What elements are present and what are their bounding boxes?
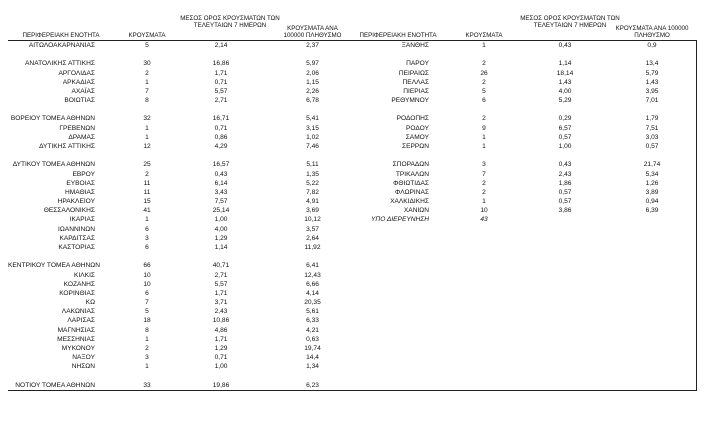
left-rows-cases-cell: 2 — [145, 69, 149, 77]
left-rows-per-cell: 6,41 — [306, 262, 319, 270]
right-vertical-rule — [696, 40, 697, 391]
left-rows-avg-cell: 4,86 — [214, 326, 228, 334]
left-rows-cases-cell: 5 — [145, 42, 149, 49]
left-rows-cases-cell: 18 — [143, 317, 151, 325]
left-rows-avg-cell: 3,43 — [214, 188, 228, 196]
left-rows-avg-cell: 4,00 — [214, 225, 228, 233]
left-rows-name-cell: ΗΡΑΚΛΕΙΟΥ — [57, 198, 95, 206]
right-rows-name-cell: ΡΟΔΟΥ — [406, 124, 429, 132]
right-rows-cases-cell: 43 — [480, 216, 488, 224]
left-rows-per-cell: 11,92 — [304, 243, 321, 251]
left-rows-cases-cell: 6 — [145, 243, 149, 251]
right-header-cases: ΚΡΟΥΣΜΑΤΑ — [465, 32, 503, 39]
right-header-per100k: ΚΡΟΥΣΜΑΤΑ ΑΝΑ 100000 ΠΛΗΘΥΣΜΟ — [615, 25, 689, 39]
left-rows-cases-cell: 10 — [143, 280, 151, 288]
left-rows-avg-cell: 1,71 — [214, 289, 228, 297]
right-rows-name-cell: ΤΡΙΚΑΛΩΝ — [395, 170, 429, 178]
left-rows-per-cell: 4,91 — [306, 198, 319, 206]
right-rows-name-cell: ΣΕΡΡΩΝ — [402, 142, 429, 150]
right-rows-cases-cell: 1 — [482, 142, 486, 150]
right-rows-per-cell: 6,39 — [645, 207, 659, 215]
left-rows-cases-cell: 30 — [143, 60, 151, 68]
right-header-avg7: ΜΕΣΟΣ ΟΡΟΣ ΚΡΟΥΣΜΑΤΩΝ ΤΩΝ ΤΕΛΕΥΤΑΙΩΝ 7 ΗΜΕΡΩΝ — [520, 15, 620, 29]
left-rows-name-cell: ΕΥΒΟΙΑΣ — [66, 179, 95, 187]
left-rows-per-cell: 7,46 — [306, 142, 319, 150]
right-rows-cases-cell: 2 — [482, 188, 486, 196]
left-rows-avg-cell: 0,43 — [214, 170, 228, 178]
left-rows-cases-cell: 8 — [145, 326, 149, 334]
left-header-underline — [8, 40, 343, 41]
left-rows-per-cell: 0,63 — [306, 335, 319, 343]
right-rows-cases-cell: 7 — [482, 170, 486, 178]
right-rows-name-cell: ΣΑΜΟΥ — [405, 133, 429, 141]
right-rows-avg-cell: 6,57 — [558, 124, 572, 132]
left-rows-name-cell: ΝΑΞΟΥ — [72, 354, 95, 362]
left-rows-avg-cell: 5,57 — [214, 280, 228, 288]
left-rows-cases-cell: 12 — [143, 142, 151, 150]
left-rows-name-cell: ΜΥΚΟΝΟΥ — [61, 344, 95, 352]
left-rows-avg-cell: 16,57 — [212, 161, 230, 169]
right-rows-name-cell: ΠΑΡΟΥ — [406, 60, 429, 68]
left-rows-name-cell: ΑΧΑΪΑΣ — [71, 87, 95, 95]
left-rows-avg-cell: 1,00 — [214, 216, 228, 224]
left-rows-name-cell: ΚΕΝΤΡΙΚΟΥ ΤΟΜΕΑ ΑΘΗΝΩΝ — [8, 262, 100, 270]
left-rows-avg-cell: 0,71 — [214, 78, 228, 86]
right-rows-name-cell: ΠΕΙΡΑΙΩΣ — [398, 69, 429, 77]
right-rows-name-cell: ΠΕΛΛΑΣ — [402, 78, 429, 86]
right-rows-avg-cell: 0,57 — [558, 133, 572, 141]
left-rows-name-cell: ΔΥΤΙΚΟΥ ΤΟΜΕΑ ΑΘΗΝΩΝ — [12, 161, 95, 169]
left-rows-name-cell: ΚΟΡΙΝΘΙΑΣ — [59, 289, 95, 297]
left-rows-avg-cell: 40,71 — [212, 262, 230, 270]
right-rows-per-cell: 5,34 — [645, 170, 659, 178]
right-rows-per-cell: 0,94 — [645, 198, 659, 206]
right-rows-cases-cell: 1 — [482, 133, 486, 141]
left-header-avg7: ΜΕΣΟΣ ΟΡΟΣ ΚΡΟΥΣΜΑΤΩΝ ΤΩΝ ΤΕΛΕΥΤΑΙΩΝ 7 ΗΜΕΡΩΝ — [180, 15, 280, 29]
left-rows-per-cell: 20,35 — [304, 299, 321, 307]
right-rows-cases-cell: 6 — [482, 97, 486, 105]
left-rows-per-cell: 7,82 — [306, 188, 319, 196]
right-rows-avg-cell: 3,86 — [558, 207, 572, 215]
left-rows-name-cell: ΛΑΚΩΝΙΑΣ — [61, 308, 95, 316]
left-header-region: ΠΕΡΙΦΕΡΕΙΑΚΗ ΕΝΟΤΗΤΑ — [22, 32, 100, 39]
right-rows-cases-cell: 26 — [480, 69, 488, 77]
right-header-underline — [343, 40, 696, 41]
right-rows-name-cell: ΠΙΕΡΙΑΣ — [403, 87, 429, 95]
left-rows-cases-cell: 6 — [145, 225, 149, 233]
right-rows-per-cell: 5,79 — [645, 69, 659, 77]
right-rows-name-cell: ΥΠΟ ΔΙΕΡΕΥΝΗΣΗ — [371, 216, 429, 224]
left-rows-avg-cell: 5,57 — [214, 87, 228, 95]
right-rows-avg-cell: 0,29 — [558, 115, 572, 123]
left-rows-avg-cell: 1,29 — [214, 344, 228, 352]
left-rows-cases-cell: 1 — [145, 78, 149, 86]
right-rows-name-cell: ΡΕΘΥΜΝΟΥ — [391, 97, 429, 105]
right-rows-cases-cell: 10 — [480, 207, 488, 215]
left-rows-name-cell: ΜΕΣΣΗΝΙΑΣ — [57, 335, 95, 343]
left-rows-avg-cell: 1,29 — [214, 234, 228, 242]
left-rows-avg-cell: 2,14 — [214, 42, 228, 49]
left-rows-cases-cell: 33 — [143, 381, 151, 389]
left-rows-cases-cell: 1 — [145, 335, 149, 343]
right-rows-avg-cell: 0,57 — [558, 188, 572, 196]
left-rows-per-cell: 3,69 — [306, 207, 319, 215]
right-rows-cases-cell: 5 — [482, 87, 486, 95]
right-rows-avg-cell: 18,14 — [556, 69, 574, 77]
left-rows-name-cell: ΚΟΖΑΝΗΣ — [63, 280, 95, 288]
left-rows-per-cell: 19,74 — [304, 344, 321, 352]
right-rows-avg-cell: 1,00 — [558, 142, 572, 150]
left-rows-avg-cell: 7,57 — [214, 198, 228, 206]
left-rows-cases-cell: 2 — [145, 170, 149, 178]
left-rows-cases-cell: 1 — [145, 124, 149, 132]
left-rows-per-cell: 14,4 — [306, 354, 319, 362]
left-rows-per-cell: 2,37 — [306, 42, 319, 49]
right-rows-cases-cell: 2 — [482, 60, 486, 68]
left-rows-cases-cell: 15 — [143, 198, 151, 206]
left-rows-cases-cell: 7 — [145, 299, 149, 307]
left-rows-cases-cell: 1 — [145, 363, 149, 371]
left-rows-per-cell: 6,23 — [306, 381, 319, 389]
left-rows-cases-cell: 7 — [145, 87, 149, 95]
right-rows-cases-cell: 3 — [482, 161, 486, 169]
left-rows-avg-cell: 1,71 — [214, 69, 228, 77]
right-rows-cases-cell: 1 — [482, 198, 486, 206]
right-rows-per-cell: 7,01 — [645, 97, 659, 105]
left-rows-name-cell: ΕΒΡΟΥ — [72, 170, 95, 178]
left-rows-avg-cell: 25,14 — [212, 207, 230, 215]
bottom-rule — [8, 390, 696, 391]
left-rows-cases-cell: 11 — [143, 179, 151, 187]
left-rows-per-cell: 2,64 — [306, 234, 319, 242]
left-rows-cases-cell: 2 — [145, 344, 149, 352]
right-rows-per-cell: 1,79 — [645, 115, 659, 123]
left-rows-per-cell: 4,14 — [306, 289, 319, 297]
left-rows-name-cell: ΗΜΑΘΙΑΣ — [65, 188, 95, 196]
right-rows-cases-cell: 2 — [482, 78, 486, 86]
left-rows-avg-cell: 6,14 — [214, 179, 228, 187]
left-rows-avg-cell: 2,43 — [214, 308, 228, 316]
right-rows-per-cell: 0,57 — [645, 142, 659, 150]
left-rows-name-cell: ΙΩΑΝΝΙΝΩΝ — [58, 225, 95, 233]
left-rows-cases-cell: 5 — [145, 308, 149, 316]
left-rows-name-cell: ΓΡΕΒΕΝΩΝ — [59, 124, 95, 132]
right-rows-avg-cell: 5,29 — [558, 97, 572, 105]
right-rows-cases-cell: 2 — [482, 179, 486, 187]
left-rows-cases-cell: 1 — [145, 216, 149, 224]
left-rows-name-cell: ΑΡΚΑΔΙΑΣ — [62, 78, 95, 86]
left-header-cases: ΚΡΟΥΣΜΑΤΑ — [128, 32, 166, 39]
left-rows-per-cell: 3,57 — [306, 225, 319, 233]
left-rows-per-cell: 4,21 — [306, 326, 319, 334]
right-rows-per-cell: 3,95 — [645, 87, 659, 95]
right-rows-name-cell: ΧΑΝΙΩΝ — [403, 207, 429, 215]
left-rows-cases-cell: 41 — [143, 207, 151, 215]
left-rows-cases-cell: 66 — [143, 262, 151, 270]
left-rows-avg-cell: 0,71 — [214, 354, 228, 362]
left-rows-avg-cell: 10,86 — [212, 317, 230, 325]
right-rows-name-cell: ΡΟΔΟΠΗΣ — [396, 115, 429, 123]
left-rows-avg-cell: 2,71 — [214, 271, 228, 279]
right-rows-name-cell: ΧΑΛΚΙΔΙΚΗΣ — [390, 198, 429, 206]
left-rows-name-cell: ΒΟΡΕΙΟΥ ΤΟΜΕΑ ΑΘΗΝΩΝ — [10, 115, 95, 123]
left-rows-name-cell: ΑΝΑΤΟΛΙΚΗΣ ΑΤΤΙΚΗΣ — [25, 60, 95, 68]
left-rows-per-cell: 1,02 — [306, 133, 319, 141]
left-rows-per-cell: 10,12 — [304, 216, 321, 224]
right-rows-per-cell: 1,26 — [645, 179, 659, 187]
left-rows-cases-cell: 1 — [145, 133, 149, 141]
right-rows-avg-cell: 1,43 — [558, 78, 572, 86]
left-rows-per-cell: 5,11 — [306, 161, 319, 169]
right-rows-avg-cell: 0,43 — [558, 42, 572, 49]
right-rows-avg-cell: 0,57 — [558, 198, 572, 206]
left-rows-cases-cell: 3 — [145, 234, 149, 242]
left-rows-per-cell: 5,41 — [306, 115, 319, 123]
right-rows-avg-cell: 1,86 — [558, 179, 572, 187]
left-rows-cases-cell: 3 — [145, 354, 149, 362]
left-rows-name-cell: ΝΗΣΩΝ — [71, 363, 95, 371]
left-rows-name-cell: ΑΡΓΟΛΙΔΑΣ — [58, 69, 95, 77]
right-rows-per-cell: 21,74 — [643, 161, 661, 169]
left-rows-avg-cell: 4,29 — [214, 142, 228, 150]
left-rows-name-cell: ΔΡΑΜΑΣ — [68, 133, 95, 141]
left-rows-per-cell: 3,15 — [306, 124, 319, 132]
left-rows-avg-cell: 1,14 — [214, 243, 228, 251]
left-rows-per-cell: 1,34 — [306, 363, 319, 371]
left-rows-avg-cell: 3,71 — [214, 299, 228, 307]
left-rows-avg-cell: 1,00 — [214, 363, 228, 371]
left-rows-name-cell: ΑΙΤΩΛΟΑΚΑΡΝΑΝΙΑΣ — [28, 42, 95, 49]
left-header-per100k: ΚΡΟΥΣΜΑΤΑ ΑΝΑ 100000 ΠΛΗΘΥΣΜΟ — [283, 25, 342, 39]
left-rows-name-cell: ΙΚΑΡΙΑΣ — [69, 216, 95, 224]
right-rows-per-cell: 0,9 — [647, 42, 657, 49]
left-rows-per-cell: 1,35 — [306, 170, 319, 178]
left-rows-cases-cell: 32 — [143, 115, 151, 123]
left-rows-per-cell: 5,61 — [306, 308, 319, 316]
left-rows-cases-cell: 10 — [143, 271, 151, 279]
left-rows-per-cell: 1,15 — [306, 78, 319, 86]
right-rows-name-cell: ΞΑΝΘΗΣ — [401, 42, 429, 49]
left-rows-avg-cell: 1,71 — [214, 335, 228, 343]
left-rows-per-cell: 6,66 — [306, 280, 319, 288]
left-rows-name-cell: ΝΟΤΙΟΥ ΤΟΜΕΑ ΑΘΗΝΩΝ — [15, 381, 95, 389]
left-rows-avg-cell: 0,86 — [214, 133, 228, 141]
left-rows-per-cell: 2,26 — [306, 87, 319, 95]
left-rows-name-cell: ΚΩ — [85, 299, 95, 307]
left-rows-cases-cell: 11 — [143, 188, 151, 196]
right-rows-avg-cell: 1,14 — [558, 60, 572, 68]
right-rows-cases-cell: 9 — [482, 124, 486, 132]
left-rows-name-cell: ΛΑΡΙΣΑΣ — [67, 317, 95, 325]
right-rows-per-cell: 3,03 — [645, 133, 659, 141]
right-rows-name-cell: ΦΘΙΩΤΙΔΑΣ — [393, 179, 429, 187]
right-rows-cases-cell: 1 — [482, 42, 486, 49]
left-rows-avg-cell: 16,71 — [212, 115, 230, 123]
right-rows-per-cell: 3,89 — [645, 188, 659, 196]
left-rows-avg-cell: 19,86 — [212, 381, 230, 389]
left-rows-name-cell: ΚΙΛΚΙΣ — [74, 271, 95, 279]
left-rows-name-cell: ΜΑΓΝΗΣΙΑΣ — [57, 326, 95, 334]
left-rows-name-cell: ΔΥΤΙΚΗΣ ΑΤΤΙΚΗΣ — [39, 142, 95, 150]
left-rows-per-cell: 6,33 — [306, 317, 319, 325]
left-rows-per-cell: 12,43 — [304, 271, 321, 279]
right-rows-per-cell: 13,4 — [645, 60, 659, 68]
left-rows-per-cell: 2,06 — [306, 69, 319, 77]
right-rows-name-cell: ΦΛΩΡΙΝΑΣ — [394, 188, 429, 196]
left-rows-cases-cell: 8 — [145, 97, 149, 105]
left-rows-avg-cell: 16,86 — [212, 60, 230, 68]
right-rows-avg-cell: 2,43 — [558, 170, 572, 178]
left-rows-name-cell: ΒΟΙΩΤΙΑΣ — [64, 97, 95, 105]
left-rows-cases-cell: 6 — [145, 289, 149, 297]
right-rows-avg-cell: 4,00 — [558, 87, 572, 95]
right-rows-per-cell: 7,51 — [645, 124, 659, 132]
left-rows-per-cell: 5,22 — [306, 179, 319, 187]
left-rows-avg-cell: 0,71 — [214, 124, 228, 132]
left-rows-per-cell: 6,78 — [306, 97, 319, 105]
left-rows-name-cell: ΚΑΣΤΟΡΙΑΣ — [58, 243, 95, 251]
left-rows-name-cell: ΚΑΡΔΙΤΣΑΣ — [59, 234, 95, 242]
left-rows-avg-cell: 2,71 — [214, 97, 228, 105]
right-rows-name-cell: ΣΠΟΡΑΔΩΝ — [392, 161, 429, 169]
right-rows-cases-cell: 2 — [482, 115, 486, 123]
left-rows-cases-cell: 25 — [143, 161, 151, 169]
right-header-region: ΠΕΡΙΦΕΡΕΙΑΚΗ ΕΝΟΤΗΤΑ — [359, 32, 437, 39]
left-rows-name-cell: ΘΕΣΣΑΛΟΝΙΚΗΣ — [43, 207, 95, 215]
left-rows-per-cell: 5,97 — [306, 60, 319, 68]
right-rows-per-cell: 1,43 — [645, 78, 659, 86]
right-rows-avg-cell: 0,43 — [558, 161, 572, 169]
